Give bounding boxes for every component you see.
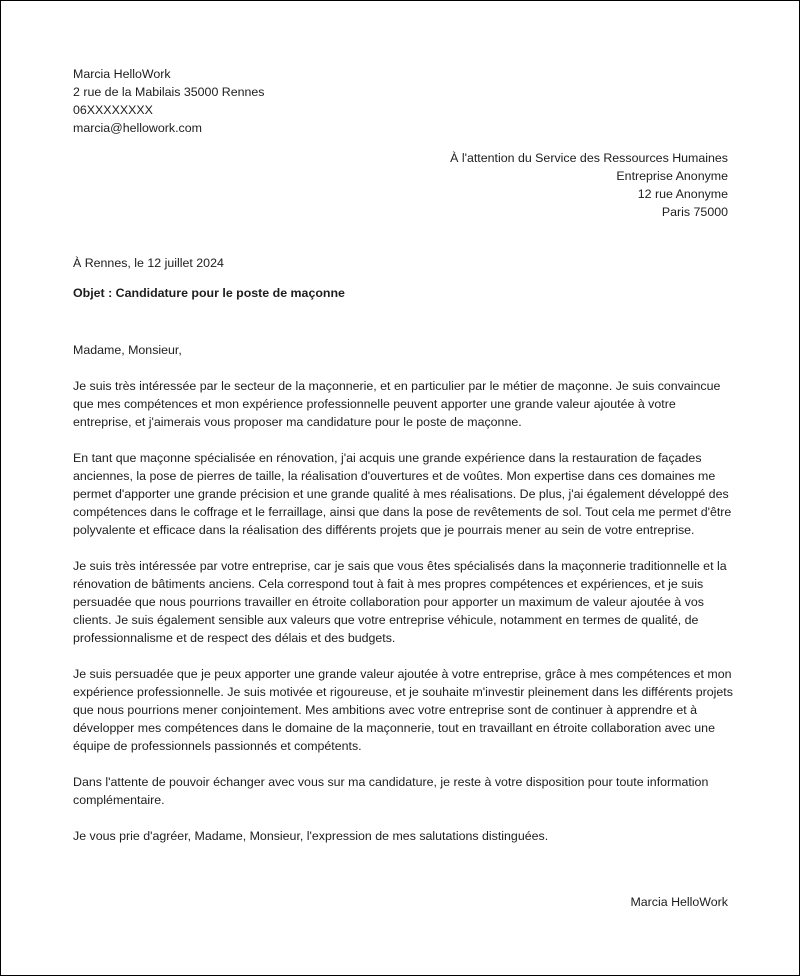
sender-phone: 06XXXXXXXX	[73, 103, 153, 117]
paragraph: Je suis très intéressée par votre entreprise, car je sais que vous êtes spécialisés dans la maçonnerie traditionnelle et la rénovation de bâtiments anciens. Cela correspond tout à fait à mes propres compétences et expériences, et je suis persuadée que nous pourrions travailler en étroite collaboration pour apporter un maximum de valeur ajoutée à vos clients. Je suis également sensible aux valeurs que votre entreprise véhicule, notamment en termes de qualité, de professionnalisme et de respect des délais et des budgets.	[73, 559, 727, 645]
closing-formula: Je vous prie d'agréer, Madame, Monsieur, l'expression de mes salutations distinguées.	[73, 829, 549, 843]
date-line: À Rennes, le 12 juillet 2024	[73, 256, 224, 270]
sender-block	[73, 65, 265, 137]
paragraph: En tant que maçonne spécialisée en rénovation, j'ai acquis une grande expérience dans la restauration de façades anciennes, la pose de pierres de taille, la réalisation d'ouvertures et de voûtes. Mon expertise dans ces domaines me permet d'apporter une grande précision et une grande qualité à mes réalisations. De plus, j'ai également développé des compétences dans le coffrage et le ferraillage, ainsi que dans la pose de revêtements de sol. Tout cela me permet d'être polyvalente et efficace dans la réalisation des différents projets que je pourrais mener au sein de votre entreprise.	[73, 451, 732, 537]
sender-name: Marcia HelloWork	[73, 67, 171, 81]
recipient-company: Entreprise Anonyme	[616, 169, 728, 183]
signature: Marcia HelloWork	[630, 895, 728, 909]
recipient-block	[450, 149, 728, 221]
sender-address: 2 rue de la Mabilais 35000 Rennes	[73, 85, 265, 99]
letter-body	[73, 341, 733, 863]
sender-email: marcia@hellowork.com	[73, 121, 202, 135]
recipient-attention: À l'attention du Service des Ressources Humaines	[450, 151, 728, 165]
paragraph: Je suis persuadée que je peux apporter une grande valeur ajoutée à votre entreprise, grâce à mes compétences et mon expérience professionnelle. Je suis motivée et rigoureuse, et je souhaite m'investir pleinement dans les différents projets que nous pourrions mener conjointement. Mes ambitions avec votre entreprise sont de continuer à apprendre et à développer mes compétences dans le domaine de la maçonnerie, tout en travaillant en étroite collaboration avec une équipe de professionnels passionnés et compétents.	[73, 667, 733, 753]
subject-line: Objet : Candidature pour le poste de maçonne	[73, 286, 345, 300]
paragraph: Dans l'attente de pouvoir échanger avec vous sur ma candidature, je reste à votre disposition pour toute information complémentaire.	[73, 775, 709, 807]
recipient-city: Paris 75000	[661, 205, 728, 219]
recipient-street: 12 rue Anonyme	[637, 187, 728, 201]
salutation: Madame, Monsieur,	[73, 343, 182, 357]
paragraph: Je suis très intéressée par le secteur de la maçonnerie, et en particulier par le métier de maçonne. Je suis convaincue que mes compétences et mon expérience professionnelle peuvent apporter une grande valeur ajoutée à votre entreprise, et j'aimerais vous proposer ma candidature pour le poste de maçonne.	[73, 379, 721, 429]
